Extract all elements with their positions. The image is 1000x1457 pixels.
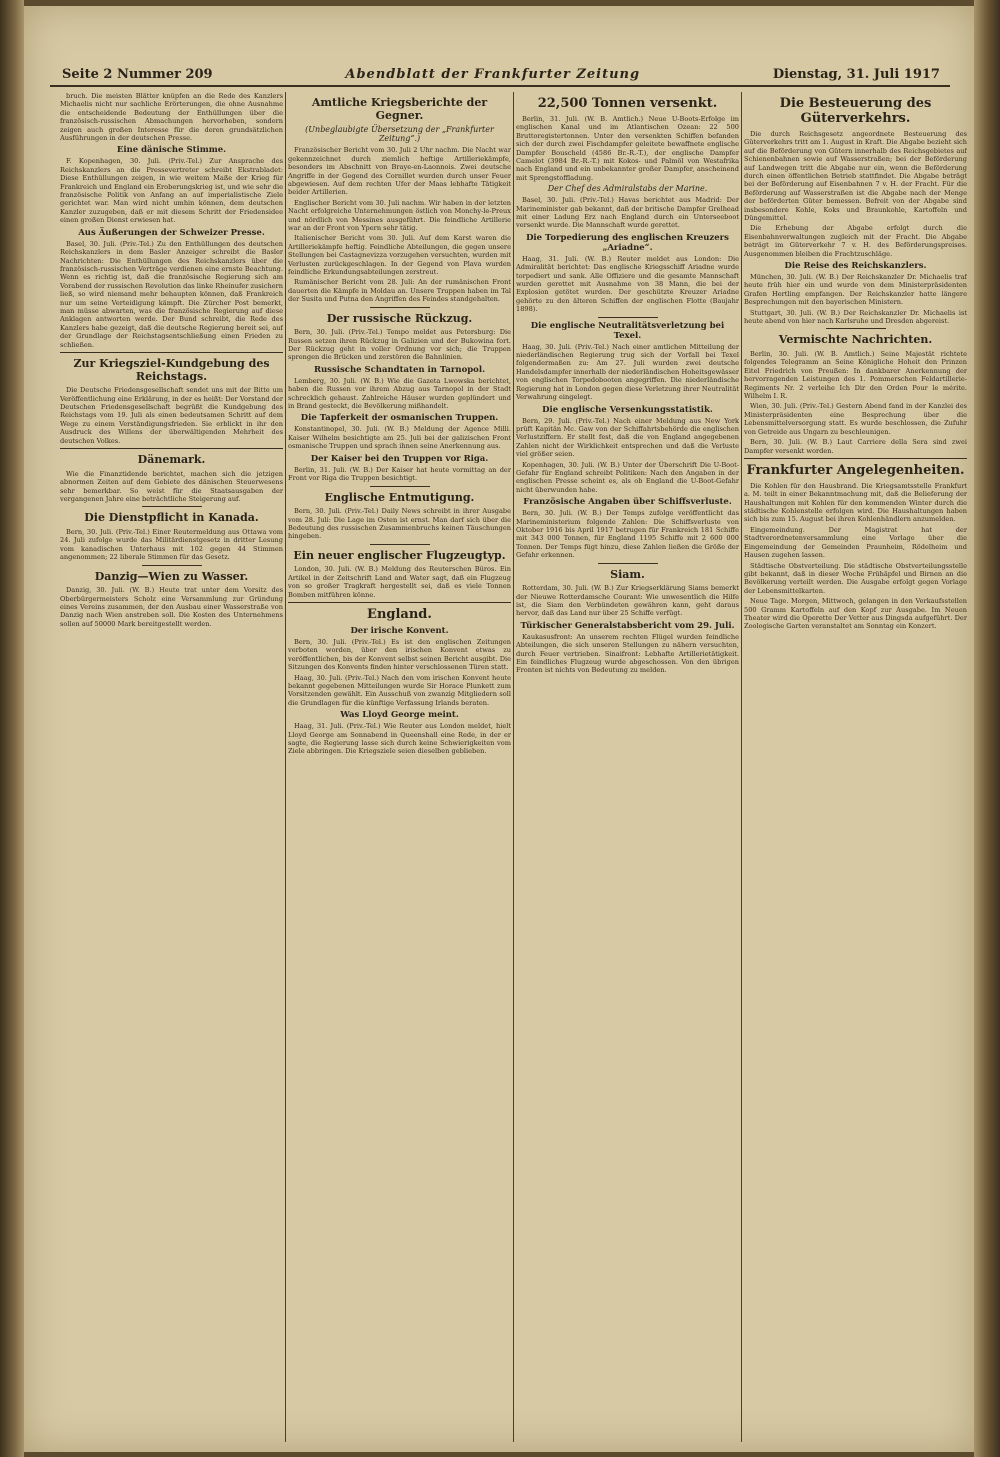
article-text: Danzig, 30. Juli. (W. B.) Heute trat unter dem Vorsitz des Oberbürgermeisters Scholz eine Versammlung zur Gründung eines Vereins zusammen, der den Ausbau einer Wasserstraße von Danzig nach Wien anstreben soll. Die Kosten des Unternehmens sollen auf 50000 Mark bereitgestellt werden. xyxy=(60,586,283,628)
article-text: Lemberg, 30. Juli. (W. B.) Wie die Gazeta Lwowska berichtet, haben die Russen vor ihrem Abzug aus Tarnopol in der Stadt schrecklich gehaust. Zahlreiche Häuser wurden geplündert und in Brand gesteckt, die Bevölkerung mißhandelt. xyxy=(288,376,511,411)
article-text: Basel, 30. Juli. (Priv.-Tel.) Zu den Enthüllungen des deutschen Reichskanzlers in dem Basler Anzeiger schreibt die Basler Nachrichten: Die Enthüllungen des Reichskanzlers über die französisch-russischen Verträge verdienen eine ernste Beachtung. Wenn es richtig ist, daß die französische Regierung sich am Vorabend der russischen Revolution das linke Rheinufer zusichern ließ, so wird niemand mehr behaupten können, daß Frankreich nur um seine Verteidigung kämpft. Die Zürcher Post bemerkt, man müsse abwarten, was die französische Regierung auf diese Anklagen antworten werde. Der Bund schreibt, die Rede des Kanzlers habe gezeigt, daß die deutsche Regierung bereit sei, auf der Grundlage der Reichstagsentschließung einen Frieden zu schließen. xyxy=(60,239,283,349)
divider xyxy=(370,307,430,308)
article-headline: Siam. xyxy=(610,567,645,581)
article-text: Berlin, 31. Juli. (W. B.) Der Kaiser hat heute vormittag an der Front vor Riga die Truppen besichtigt. xyxy=(288,465,511,483)
article-subheading: Russische Schandtaten in Tarnopol. xyxy=(313,364,486,375)
article-subheading: Französische Angaben über Schiffsverluste. xyxy=(523,497,732,508)
article-headline: Die Dienstpflicht in Kanada. xyxy=(84,511,259,525)
divider xyxy=(60,448,283,449)
article-text: Eingemeindung. Der Magistrat hat der Stadtverordnetenversammlung eine Vorlage über die Eingemeindung der Gemeinden Praunheim, Rödelheim und Hausen zugehen lassen. xyxy=(744,525,967,560)
article-text: Die Kohlen für den Hausbrand. Die Kriegsamtsstelle Frankfurt a. M. teilt in einer Bekanntmachung mit, daß die Belieferung der Haushaltungen mit Kohlen für den kommenden Winter durch die städtische Kohlenstelle erfolgen wird. Die Haushaltungen haben sich bis zum 15. August bei ihren Kohlenhändlern anzumelden. xyxy=(744,481,967,524)
article-text: Konstantinopel, 30. Juli. (W. B.) Meldung der Agence Milli. Kaiser Wilhelm besichtigte am 25. Juli bei der galizischen Front osmanische Truppen und sprach ihnen seine Anerkennung aus. xyxy=(288,425,511,451)
divider xyxy=(370,544,430,545)
divider xyxy=(744,458,967,459)
divider xyxy=(142,506,202,507)
column-1 xyxy=(60,92,283,1442)
article-subheading: Die Reise des Reichskanzlers. xyxy=(784,260,927,271)
article-headline: Englische Entmutigung. xyxy=(324,490,475,504)
article-text: Bern, 30. Juli. (W. B.) Der Temps zufolge veröffentlicht das Marineministerium folgende Zahlen: Die Schiffsverluste von Oktober 1916 bis April 1917 betrugen für Frankreich 181 Schiffe mit 343 000 Tonnen, für England 1195 Schiffe mit 2 600 000 Tonnen. Der Temps fügt hinzu, diese Zahlen ließen die Größe der Gefahr erkennen. xyxy=(516,509,739,560)
article-text: Kaukasusfront: An unserem rechten Flügel wurden feindliche Abteilungen, die sich unseren Stellungen zu nähern versuchten, durch Feuer vertrieben. Sinaifront: Lebhafte Artillerietätigkeit. Ein feindliches Flugzeug wurde abgeschossen. Von den übrigen Fronten ist nichts von Bedeutung zu melden. xyxy=(516,632,739,675)
article-subheading: Was Lloyd George meint. xyxy=(340,710,459,721)
article-text: München, 30. Juli. (W. B.) Der Reichskanzler Dr. Michaelis traf heute früh hier ein und wurde von dem Ministerpräsidenten Grafen Hertling empfangen. Der Reichskanzler hatte längere Besprechungen mit den bayerischen Ministern. xyxy=(744,272,967,307)
divider xyxy=(826,328,886,329)
article-text: Die Erhebung der Abgabe erfolgt durch die Eisenbahnverwaltungen zugleich mit der Fracht. Die Abgabe beträgt im Güterverkehr 7 v. H. des Beförderungspreises. Ausgenommen bleiben die Frachtzuschläge. xyxy=(744,224,967,258)
page-number: Seite 2 Nummer 209 xyxy=(62,67,213,82)
article-subheading: Türkischer Generalstabsbericht vom 29. Juli. xyxy=(520,620,735,631)
article-text: Bern, 30. Juli. (Priv.-Tel.) Einer Reutermeldung aus Ottawa vom 24. Juli zufolge wurde das Militärdienstgesetz in dritter Lesung vom kanadischen Unterhaus mit 102 gegen 44 Stimmen angenommen; 22 liberale Stimmen für das Gesetz. xyxy=(60,528,283,562)
divider xyxy=(370,486,430,487)
article-text: Wie die Finanztidende berichtet, machen sich die jetzigen abnormen Zeiten auf dem Gebiete des dänischen Steuerwesens sehr bemerkbar. So weist für die Staatsausgaben der vergangenen Jahre eine beträchtliche Steigerung auf. xyxy=(60,469,283,503)
column-2 xyxy=(288,92,511,1442)
article-text: Haag, 31. Juli. (Priv.-Tel.) Wie Reuter aus London meldet, hielt Lloyd George am Sonnabend in Queenshall eine Rede, in der er sagte, die Regierung lasse sich durch keine Schwierigkeiten vom Ziele abbringen. Die Kriegsziele seien dieselben geblieben. xyxy=(288,722,511,756)
article-text: Bern, 29. Juli. (Priv.-Tel.) Nach einer Meldung aus New York prüft Kapitän Mc. Gaw von der Schiffahrtsbehörde die englischen Verlustziffern. Er stellt fest, daß die von England angegebenen Zahlen nicht der Wirklichkeit entsprechen und daß die Verluste viel größer seien. xyxy=(516,416,739,459)
article-headline: 22,500 Tonnen versenkt. xyxy=(537,96,718,111)
article-text: Haag, 31. Juli. (W. B.) Reuter meldet aus London: Die Admiralität berichtet: Das englische Kriegsschiff Ariadne wurde torpediert und sank. Alle Offiziere und die gesamte Mannschaft wurden gerettet mit Ausnahme von 38 Mann, die bei der Explosion getötet wurden. Der geschützte Kreuzer Ariadne gehörte zu den älteren Schiffen der englischen Flotte (Baujahr 1898). xyxy=(516,254,739,314)
article-text: F. Kopenhagen, 30. Juli. (Priv.-Tel.) Zur Ansprache des Reichskanzlers an die Pressevertreter schreibt Ekstrabladet: Diese Enthüllungen zeigen, in wie weitem Maße der Krieg für Frankreich und England ein Eroberungskrieg ist, und wie sehr die französische Politik von Anfang an auf imperialistische Ziele gerichtet war. Man wird nicht umhin können, dem deutschen Kanzler zuzugeben, daß er mit diesem Schritt der Friedensidee einen großen Dienst erwiesen hat. xyxy=(60,157,283,225)
article-headline: Die Besteuerung des Güterverkehrs. xyxy=(779,96,932,126)
article-headline: Danzig—Wien zu Wasser. xyxy=(94,569,249,583)
article-lead: (Unbeglaubigte Übersetzung der „Frankfurter Zeitung“.) xyxy=(305,125,494,144)
article-text: Rumänischer Bericht vom 28. Juli: An der rumänischen Front dauerten die Kämpfe in Moldau an. Unsere Truppen haben im Tal der Susita und Putna den Angriffen des Feindes standgehalten. xyxy=(288,278,511,304)
article-text: Italienischer Bericht vom 30. Juli. Auf dem Karst waren die Artilleriekämpfe heftig. Feindliche Abteilungen, die gegen unsere Stellungen bei Castagnevizza vorzugehen versuchten, wurden mit Verlusten zurückgeschlagen. In der Gegend von Plava wurden feindliche Erkundungsabteilungen zerstreut. xyxy=(288,234,511,276)
article-text: Berlin, 30. Juli. (W. B. Amtlich.) Seine Majestät richtete folgendes Telegramm an Seine Königliche Hoheit den Prinzen Eitel Friedrich von Preußen: In dankbarer Anerkennung der hervorragenden Leistungen des 1. Pommerschen Feldartillerie-Regiments Nr. 2 verleihe Ich Dir den Orden Pour le mérite. Wilhelm I. R. xyxy=(744,350,967,401)
article-text: bruch. Die meisten Blätter knüpfen an die Rede des Kanzlers Michaelis nicht nur sachliche Erörterungen, die ohne Ausnahme die entscheidende Bedeutung der Enthüllungen über die französisch-russischen Abmachungen hervorheben, sondern zeigen auch großen Interesse für die deren grundsätzlichen Ausführungen in der deutschen Presse. xyxy=(60,92,283,143)
article-subheading: Der irische Konvent. xyxy=(350,625,449,636)
article-headline: Amtliche Kriegsberichte der Gegner. xyxy=(311,96,488,122)
article-text: Wien, 30. Juli. (Priv.-Tel.) Gestern Abend fand in der Kanzlei des Ministerpräsidenten eine Besprechung über die Lebensmittelversorgung statt. Es wurde beschlossen, die Zufuhr von Getreide aus Ungarn zu beschleunigen. xyxy=(744,402,967,436)
article-subheading: Die englische Neutralitätsverletzung bei Texel. xyxy=(530,320,725,341)
page-edge xyxy=(974,0,1000,1457)
article-text: Französischer Bericht vom 30. Juli 2 Uhr nachm. Die Nacht war gekennzeichnet durch ziemlich heftige Artilleriekämpfe, besonders im Abschnitt von Braye-en-Laonnois. Zwei deutsche Angriffe in der Gegend des Cornillet wurden durch unser Feuer abgewiesen. Auf dem rechten Ufer der Maas lebhafte Tätigkeit beider Artillerien. xyxy=(288,146,511,197)
article-headline: Zur Kriegsziel-Kundgebung des Reichstags. xyxy=(73,356,270,383)
article-subheading: Aus Äußerungen der Schweizer Presse. xyxy=(78,227,265,238)
article-text: Englischer Bericht vom 30. Juli nachm. Wir haben in der letzten Nacht erfolgreiche Unternehmungen östlich von Monchy-le-Preux und nördlich von Messines ausgeführt. Die feindliche Artillerie war an der Front von Ypern sehr tätig. xyxy=(288,198,511,232)
section-headline: Frankfurter Angelegenheiten. xyxy=(746,462,965,478)
divider xyxy=(598,563,658,564)
divider xyxy=(60,352,283,353)
divider xyxy=(598,317,658,318)
article-headline: Der russische Rückzug. xyxy=(326,311,473,325)
page-header xyxy=(50,60,950,87)
article-text: Basel, 30. Juli. (Priv.-Tel.) Havas berichtet aus Madrid: Der Marineminister gab bekannt, daß der britische Dampfer Grelhead mit einer Ladung Erz nach England durch ein Unterseeboot versenkt wurde. Die Mannschaft wurde gerettet. xyxy=(516,196,739,230)
article-text: Städtische Obstverteilung. Die städtische Obstverteilungsstelle gibt bekannt, daß in dieser Woche Frühäpfel und Birnen an die Bevölkerung verteilt werden. Die Ausgabe erfolgt gegen Vorlage der Lebensmittelkarten. xyxy=(744,561,967,595)
divider xyxy=(142,565,202,566)
article-subheading: Der Kaiser bei den Truppen vor Riga. xyxy=(310,453,489,464)
article-subheading: Die englische Versenkungsstatistik. xyxy=(542,404,713,415)
article-text: Die durch Reichsgesetz angeordnete Besteuerung des Güterverkehrs tritt am 1. August in Kraft. Die Abgabe bezieht sich auf die Beförderung von Gütern innerhalb des Reichsgebietes auf Schienenbahnen sowie auf Wasserstraßen; bei der Beförderung auf Landwegen tritt die Abgabe nur ein, wenn die Beförderung durch einen öffentlichen Betrieb stattfindet. Die Abgabe beträgt bei der Beförderung auf Eisenbahnen 7 v. H. der Fracht. Für die Beförderung auf Wasserstraßen ist die Abgabe nach der Menge der beförderten Güter bemessen. Befreit von der Abgabe sind insbesondere Kohle, Koks und Braunkohle, Kartoffeln und Düngemittel. xyxy=(744,129,967,222)
article-text: Haag, 30. Juli. (Priv.-Tel.) Nach den vom irischen Konvent heute bekannt gegebenen Mitteilungen wurde Sir Horace Plunkett zum Vorsitzenden gewählt. Ein Ausschuß von zwanzig Mitgliedern soll die Grundlagen für die künftige Verfassung Irlands beraten. xyxy=(288,673,511,707)
article-text: Bern, 30. Juli. (W. B.) Laut Carriere della Sera sind zwei Dampfer versenkt worden. xyxy=(744,438,967,455)
article-text: Berlin, 31. Juli. (W. B. Amtlich.) Neue U-Boots-Erfolge im englischen Kanal und im Atlantischen Ozean: 22 500 Bruttoregistertonnen. Unter den versenkten Schiffen befanden sich der durch zwei Fischdampfer geleitete bewaffnete englische Dampfer Bouscheld (4586 Br.-R.-T.), der englische Dampfer Camelot (3984 Br.-R.-T.) mit Kokos- und Palmöl von Westafrika nach England und ein unbekannter großer Dampfer, anscheinend mit Sprengstoffladung. xyxy=(516,114,739,182)
article-text: Stuttgart, 30. Juli. (W. B.) Der Reichskanzler Dr. Michaelis ist heute abend von hier nach Karlsruhe und Dresden abgereist. xyxy=(744,308,967,325)
article-text: London, 30. Juli. (W. B.) Meldung des Reuterschen Büros. Ein Artikel in der Zeitschrift Land and Water sagt, daß ein Flugzeug von so großer Tragkraft hergestellt sei, daß es viele Tonnen Bomben mitführen könne. xyxy=(288,565,511,599)
article-text: Bern, 30. Juli. (Priv.-Tel.) Tempo meldet aus Petersburg: Die Russen setzen ihren Rückzug in Galizien und der Bukowina fort. Der Rückzug geht in voller Ordnung vor sich; die Truppen sprengen die Brücken und zerstören die Bahnlinien. xyxy=(288,328,511,362)
article-text: Die Deutsche Friedensgesellschaft sendet uns mit der Bitte um Veröffentlichung eine Erklärung, in der es heißt: Der Vorstand der Deutschen Friedensgesellschaft begrüßt die Kundgebung des Reichstags vom 19. Juli als einen bedeutsamen Schritt auf dem Wege zu einem Verständigungsfrieden. Sie erblickt in ihr den Ausdruck des Willens der überwältigenden Mehrheit des deutschen Volkes. xyxy=(60,386,283,445)
article-subheading: Die Tapferkeit der osmanischen Truppen. xyxy=(300,413,499,424)
divider xyxy=(288,602,511,603)
article-columns xyxy=(60,92,967,1442)
article-subheading: Eine dänische Stimme. xyxy=(116,145,227,156)
article-headline: Ein neuer englischer Flugzeugtyp. xyxy=(293,548,506,562)
article-text: Rotterdam, 30. Juli. (W. B.) Zur Kriegserklärung Siams bemerkt der Nieuwe Rotterdamsche Courant: Wie unwesentlich die Hilfe ist, die Siam den Verbündeten gewähren kann, geht daraus hervor, daß das Land nur über 25 Schiffe verfügt. xyxy=(516,584,739,618)
article-text: Bern, 30. Juli. (Priv.-Tel.) Daily News schreibt in ihrer Ausgabe vom 28. Juli: Die Lage im Osten ist ernst. Man darf sich über die Bedeutung des russischen Zusammenbruchs keinen Täuschungen hingeben. xyxy=(288,507,511,541)
newspaper-title: Abendblatt der Frankfurter Zeitung xyxy=(345,67,641,82)
article-text: Bern, 30. Juli. (Priv.-Tel.) Es ist den englischen Zeitungen verboten worden, über den irischen Konvent etwas zu veröffentlichen, bis der Konvent selbst seinen Bericht ausgibt. Die Sitzungen des Konvents finden hinter verschlossenen Türen statt. xyxy=(288,637,511,672)
section-headline: England. xyxy=(367,607,432,623)
issue-date: Dienstag, 31. Juli 1917 xyxy=(772,67,940,82)
book-binding-gutter xyxy=(0,0,24,1457)
article-text: Neue Tage. Morgen, Mittwoch, gelangen in den Verkaufsstellen 500 Gramm Kartoffeln auf den Kopf zur Ausgabe. Im Neuen Theater wird die Operette Der Vetter aus Dingsda aufgeführt. Der Zoologische Garten veranstaltet am Sonntag ein Konzert. xyxy=(744,597,967,631)
column-3 xyxy=(516,92,739,1442)
article-signature: Der Chef des Admiralstabs der Marine. xyxy=(547,184,708,194)
article-text: Kopenhagen, 30. Juli. (W. B.) Unter der Überschrift Die U-Boot-Gefahr für England schreibt Politiken: Nach den Angaben in der englischen Presse scheint es, als ob England die U-Boot-Gefahr nicht überwunden habe. xyxy=(516,460,739,494)
article-headline: Dänemark. xyxy=(137,453,206,467)
article-headline: Vermischte Nachrichten. xyxy=(778,333,933,347)
column-4 xyxy=(744,92,967,1442)
article-text: Haag, 30. Juli. (Priv.-Tel.) Nach einer amtlichen Mitteilung der niederländischen Regierung trug sich der Vorfall bei Texel folgendermaßen zu: Am 27. Juli wurden zwei deutsche Handelsdampfer innerhalb der niederländischen Hoheitsgewässer von englischen Torpedobooten angegriffen. Die niederländische Regierung hat in London gegen diese Verletzung ihrer Neutralität Verwahrung eingelegt. xyxy=(516,342,739,402)
article-subheading: Die Torpedierung des englischen Kreuzers „Ariadne“. xyxy=(526,232,729,253)
